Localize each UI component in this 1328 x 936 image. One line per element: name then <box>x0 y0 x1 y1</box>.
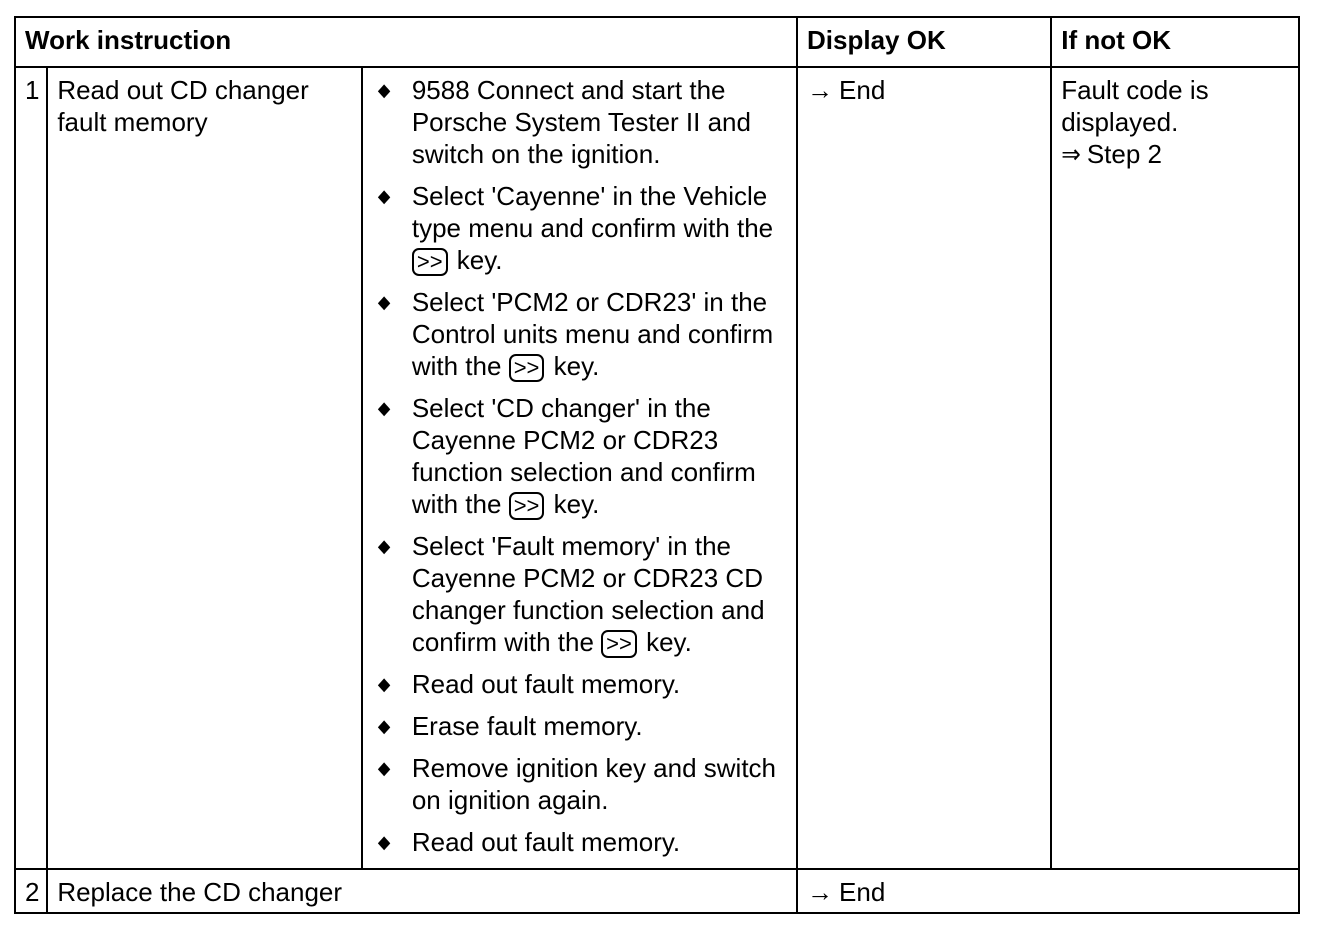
bullet-diamond-icon: ◆ <box>377 186 391 206</box>
bullet-diamond-icon: ◆ <box>377 716 391 736</box>
instruction-item <box>372 530 788 658</box>
bullet-diamond-icon: ◆ <box>377 832 391 852</box>
instruction-item <box>372 668 788 700</box>
display-ok-text: End <box>839 877 886 907</box>
display-ok-cell <box>797 869 1299 913</box>
bullet-diamond-icon: ◆ <box>377 398 391 418</box>
instruction-text-after: key. <box>456 245 503 275</box>
header-display-ok: Display OK <box>797 17 1051 67</box>
instruction-list <box>372 74 788 858</box>
instruction-text: Remove ignition key and switch on ignition again. <box>411 753 777 815</box>
instruction-text: Select 'PCM2 or CDR23' in the Control units menu and confirm with the <box>411 287 774 381</box>
if-not-ok-cell <box>1051 67 1299 869</box>
instruction-text: Read out fault memory. <box>411 827 681 857</box>
display-ok-text: End <box>839 75 886 105</box>
instruction-item <box>372 286 788 382</box>
forward-key-icon: >> <box>601 630 637 658</box>
instruction-text: 9588 Connect and start the Porsche System Tester II and switch on the ignition. <box>411 75 751 169</box>
instruction-text: Erase fault memory. <box>411 711 643 741</box>
header-row <box>15 17 1299 67</box>
bullet-diamond-icon: ◆ <box>377 536 391 556</box>
instruction-item <box>372 826 788 858</box>
if-not-ok-text: Fault code is displayed. <box>1061 75 1209 137</box>
forward-key-icon: >> <box>412 248 448 276</box>
if-not-ok-next <box>1061 138 1290 170</box>
table-row-step-1 <box>15 67 1299 869</box>
step-task: Read out CD changer fault memory <box>47 67 362 869</box>
work-instruction-table <box>14 16 1300 914</box>
bullet-diamond-icon: ◆ <box>377 80 391 100</box>
next-step-label: Step 2 <box>1086 139 1162 169</box>
header-if-not-ok: If not OK <box>1051 17 1299 67</box>
forward-key-icon: >> <box>509 492 545 520</box>
display-ok-cell <box>797 67 1051 869</box>
instruction-item <box>372 392 788 520</box>
double-right-arrow-icon: ⇒ <box>1061 139 1081 169</box>
instruction-text-after: key. <box>646 627 692 657</box>
step-number: 2 <box>15 869 47 913</box>
step-instructions <box>362 67 797 869</box>
instruction-item <box>372 180 788 276</box>
instruction-text: Read out fault memory. <box>411 669 681 699</box>
instruction-text-after: key. <box>553 351 600 381</box>
bullet-diamond-icon: ◆ <box>377 674 391 694</box>
instruction-item <box>372 710 788 742</box>
instruction-item <box>372 752 788 816</box>
forward-key-icon: >> <box>509 354 545 382</box>
instruction-text-after: key. <box>553 489 600 519</box>
instruction-text: Select 'Cayenne' in the Vehicle type menu and confirm with the <box>411 181 774 243</box>
right-arrow-icon: → <box>807 877 834 907</box>
instruction-item <box>372 74 788 170</box>
step-number: 1 <box>15 67 47 869</box>
table-row-step-2 <box>15 869 1299 913</box>
step-task: Replace the CD changer <box>47 869 797 913</box>
instruction-text: Select 'Fault memory' in the Cayenne PCM2 or CDR23 CD changer function selection and confirm with the <box>411 531 765 657</box>
bullet-diamond-icon: ◆ <box>377 292 391 312</box>
instruction-text: Select 'CD changer' in the Cayenne PCM2 or CDR23 function selection and confirm with the <box>411 393 756 519</box>
right-arrow-icon: → <box>807 75 834 105</box>
bullet-diamond-icon: ◆ <box>377 758 391 778</box>
header-work-instruction: Work instruction <box>15 17 797 67</box>
